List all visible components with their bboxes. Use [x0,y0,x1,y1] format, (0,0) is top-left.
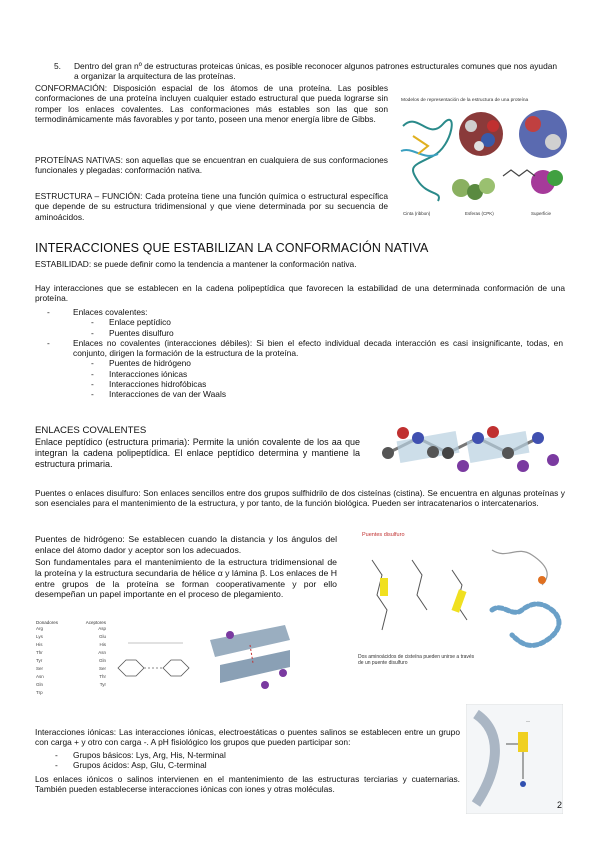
caption-surface: Superficie [531,211,552,216]
list-covalentes: - Enlaces covalentes: [47,307,148,317]
list-item: - Grupos básicos: Lys, Arg, His, N-terminal [55,750,226,760]
list-item: - Enlace peptídico [91,317,171,328]
conformacion-paragraph [35,83,388,124]
disulfide-caption: Dos aminoácidos de cisteína pueden unirse a través de un puente disulfuro [358,654,475,666]
estructura-paragraph [35,191,388,222]
list-item: - Grupos ácidos: Asp, Glu, C-terminal [55,760,207,771]
hbond-table-row: His His [36,642,106,647]
protein-models-illustration [393,106,575,210]
hbond-table-row: Tyr Gln [36,658,106,663]
disulfide-title: Puentes disulfuro [362,532,405,538]
hbond-table-row: Thr Asn [36,650,106,655]
hbond-table-row: Asn Thr [36,674,106,679]
hbond-table-header: Donadores Aceptores [36,620,106,625]
noncovalent-sublist [91,358,563,400]
nativas-label: PROTEÍNAS NATIVAS: [35,155,123,165]
interactions-list [47,307,563,400]
hidrogeno-p1: Puentes de hidrógeno: Se establecen cuando la distancia y los ángulos del enlace del átomo dador y aceptor son los adecuados. [35,534,337,555]
estabilidad-paragraph [35,259,565,269]
surface-model [519,110,567,194]
caption-ribbon: Cinta (ribbon) [403,211,431,216]
covalent-sublist [91,317,563,338]
hbond-rows [36,625,106,697]
skeletal-model [503,170,535,176]
conformacion-label: CONFORMACIÓN: [35,83,108,93]
list-no-covalentes: - Enlaces no covalentes (interacciones débiles): Si bien el efecto individual decada interacción es casi insignificante, todas, en conjunto, dirigen la formación de la estructura de la proteína. [47,337,563,359]
peptide-bond-figure [378,418,573,478]
hidrogeno-p2: Son fundamentales para el mantenimiento de la estructura tridimensional de la proteína y la estructura secundaria de hélice α y lámina β. Los enlaces de H entre grupos de la proteína se forman cooperativamente y por ello desempeñan un papel importante en el proceso de plegamiento. [35,557,337,600]
disulfide-figure [352,528,574,700]
section-title: INTERACCIONES QUE ESTABILIZAN LA CONFORMACIÓN NATIVA [35,241,429,255]
disulfuro-paragraph: Puentes o enlaces disulfuro: Son enlaces sencillos entre dos grupos sulfhidrilo de dos cisteínas (cistina). Se encuentra en algunas proteínas y son esenciales para el mantenimiento de la estructura, y por tanto, de la función biológica. Pueden ser intracatenarios o intercatenarios. [35,488,565,509]
protein-models-figure [393,96,575,220]
ionicas-p1: Interacciones iónicas: Las interacciones iónicas, electroestáticas o puentes salinos se establecen entre un grupo con carga + y otro con carga -. A pH fisiológico los grupos que pueden participar son: [35,727,460,748]
estructura-text: Cada proteína tiene una función química o estructural específica que depende de su estructura tridimensional y que viene determinada por su secuencia de aminoácidos. [35,191,388,222]
ionicas-groups [55,750,453,771]
hbond-table-row: Arg Asp [36,626,106,631]
protein-models-title: Modelos de representación de la estructura de una proteína [401,98,529,103]
intro-number: 5. [54,61,61,71]
interacciones-intro: Hay interacciones que se establecen en la cadena polipeptídica que favorecen la estabilidad de una determinada conformación de una proteína. [35,283,565,304]
hbond-table-row: Lys Glu [36,634,106,639]
beta-sheet-figure [205,615,295,695]
peptidico-text: Enlace peptídico (estructura primaria): Permite la unión covalente de los aa que integran la cadena polipeptídica. El enlace peptídico determina y mantiene la estructura primaria. [35,437,360,469]
ionicas-p2: Los enlaces iónicos o salinos intervienen en el mantenimiento de las estructuras terciarias y cuaternarias. También pueden establecerse interacciones iónicas con iones y otras moléculas. [35,774,460,795]
nativas-text: son aquellas que se encuentran en cualquiera de sus conformaciones funcionales y plegadas: conformación nativa. [35,155,388,176]
estructura-label: ESTRUCTURA – FUNCIÓN: [35,191,143,201]
intro-text: Dentro del gran nº de estructuras proteicas únicas, es posible reconocer algunos patrones estructurales comunes que nos ayudan a organizar la arquitectura de las proteínas. [74,61,558,82]
list-item: - Puentes disulfuro [91,327,174,338]
hbond-table-row: Gln Tyr [36,682,106,687]
ionic-figure [466,704,563,814]
covalentes-title: ENLACES COVALENTES [35,425,147,436]
conformacion-text: Disposición espacial de los átomos de una proteína. Las posibles conformaciones de una proteína incluyen cualquier estado estructural que pueda lograrse sin romper los enlaces covalentes. Las conformaciones más estables son las que son termodinámicamente más favorables y por tanto, poseen una menor energía libre de Gibbs. [35,83,389,124]
caption-spheres: Esferas (CPK) [465,211,494,216]
ribbon-model [401,120,452,201]
list-item: - Interacciones hidrofóbicas [91,379,207,390]
estabilidad-label: ESTABILIDAD: [35,259,92,269]
list-item: - Interacciones iónicas [91,368,188,379]
hbond-table-row: Ser Ser [36,666,106,671]
list-item: - Puentes de hidrógeno [91,358,191,369]
page-number: 2 [557,800,563,810]
disulfide-illustration [352,540,574,660]
hbond-table-row: Trp [36,690,43,695]
nativas-paragraph [35,155,388,176]
spheres-model [452,112,503,200]
hbond-table [36,620,106,697]
hbond-diagram [108,628,208,698]
list-item: - Interacciones de van der Waals [91,389,226,400]
svg-text:—: — [526,718,530,723]
estabilidad-text: se puede definir como la tendencia a mantener la conformación nativa. [93,259,357,269]
